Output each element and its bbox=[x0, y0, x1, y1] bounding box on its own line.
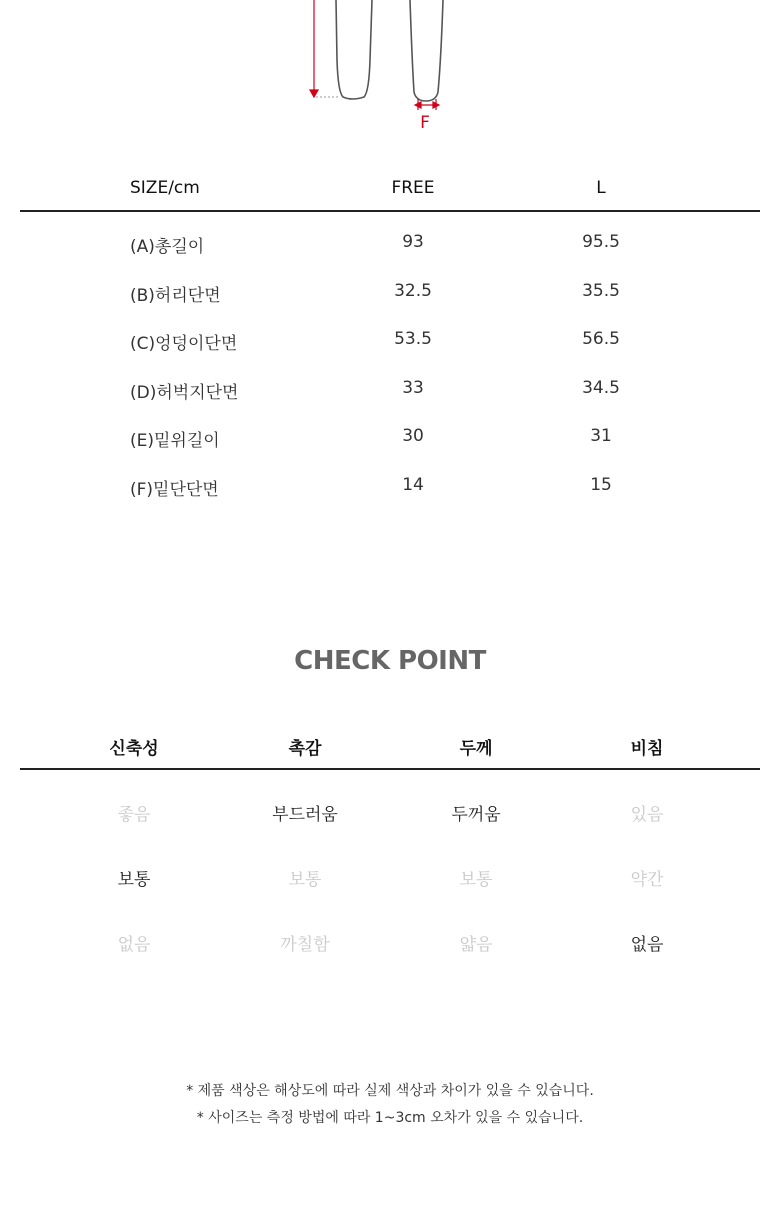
check-point-body bbox=[20, 770, 760, 995]
table-row bbox=[20, 281, 760, 330]
check-point-title: CHECK POINT bbox=[294, 646, 486, 676]
row-label: (A)총길이 bbox=[130, 237, 205, 257]
option-label: 까칠함 bbox=[280, 935, 330, 955]
check-point-header bbox=[20, 734, 760, 770]
row-l-value: 15 bbox=[590, 474, 612, 495]
note-size: * 사이즈는 측정 방법에 따라 1~3cm 오차가 있을 수 있습니다. bbox=[196, 1110, 584, 1126]
left-leg-outline bbox=[336, 0, 372, 99]
list-item bbox=[20, 800, 760, 865]
option-label: 보통 bbox=[288, 870, 322, 890]
option-label: 있음 bbox=[630, 805, 664, 825]
size-table bbox=[20, 170, 760, 523]
list-item bbox=[20, 865, 760, 930]
column-stretch: 신축성 bbox=[109, 739, 159, 759]
column-sheerness: 비침 bbox=[630, 739, 664, 759]
option-label: 약간 bbox=[630, 870, 664, 890]
row-free-value: 30 bbox=[402, 426, 424, 446]
row-label: (B)허리단면 bbox=[130, 285, 221, 306]
table-row bbox=[20, 378, 760, 427]
row-label: (F)밑단단면 bbox=[130, 479, 219, 500]
list-item bbox=[20, 930, 760, 995]
option-label: 두꺼움 bbox=[451, 805, 501, 825]
row-l-value: 34.5 bbox=[582, 377, 620, 398]
table-row bbox=[20, 329, 760, 378]
note-color: * 제품 색상은 해상도에 따라 실제 색상과 차이가 있을 수 있습니다. bbox=[186, 1083, 594, 1099]
table-row bbox=[20, 232, 760, 281]
row-l-value: 35.5 bbox=[582, 280, 620, 301]
hem-marker-label: F bbox=[420, 113, 430, 133]
row-label: (E)밑위길이 bbox=[130, 431, 220, 451]
table-row bbox=[20, 475, 760, 524]
option-label: 보통 bbox=[117, 870, 151, 890]
row-free-value: 53.5 bbox=[394, 329, 432, 349]
row-label: (D)허벅지단면 bbox=[130, 382, 239, 403]
column-texture: 촉감 bbox=[288, 739, 322, 759]
row-l-value: 56.5 bbox=[582, 329, 620, 349]
row-free-value: 32.5 bbox=[394, 280, 432, 301]
header-size: SIZE/cm bbox=[130, 178, 200, 198]
right-leg-outline bbox=[410, 0, 443, 101]
row-free-value: 33 bbox=[402, 377, 424, 398]
pants-diagram bbox=[0, 0, 780, 140]
header-l: L bbox=[596, 178, 606, 198]
option-label: 없음 bbox=[117, 935, 151, 955]
size-table-header bbox=[20, 170, 760, 212]
table-row bbox=[20, 426, 760, 475]
option-label: 부드러움 bbox=[272, 805, 338, 825]
row-label: (C)엉덩이단면 bbox=[130, 334, 238, 354]
size-table-body bbox=[20, 212, 760, 523]
option-label: 보통 bbox=[459, 870, 493, 890]
option-label: 없음 bbox=[630, 935, 664, 955]
option-label: 얇음 bbox=[459, 935, 493, 955]
length-arrow-head bbox=[310, 90, 318, 97]
header-free: FREE bbox=[391, 178, 435, 198]
row-l-value: 95.5 bbox=[582, 232, 620, 252]
row-free-value: 93 bbox=[402, 232, 424, 252]
row-l-value: 31 bbox=[590, 426, 612, 446]
notes bbox=[0, 1078, 780, 1132]
check-point-table bbox=[20, 734, 760, 995]
option-label: 좋음 bbox=[117, 805, 151, 825]
column-thickness: 두께 bbox=[459, 739, 493, 759]
row-free-value: 14 bbox=[402, 474, 424, 495]
